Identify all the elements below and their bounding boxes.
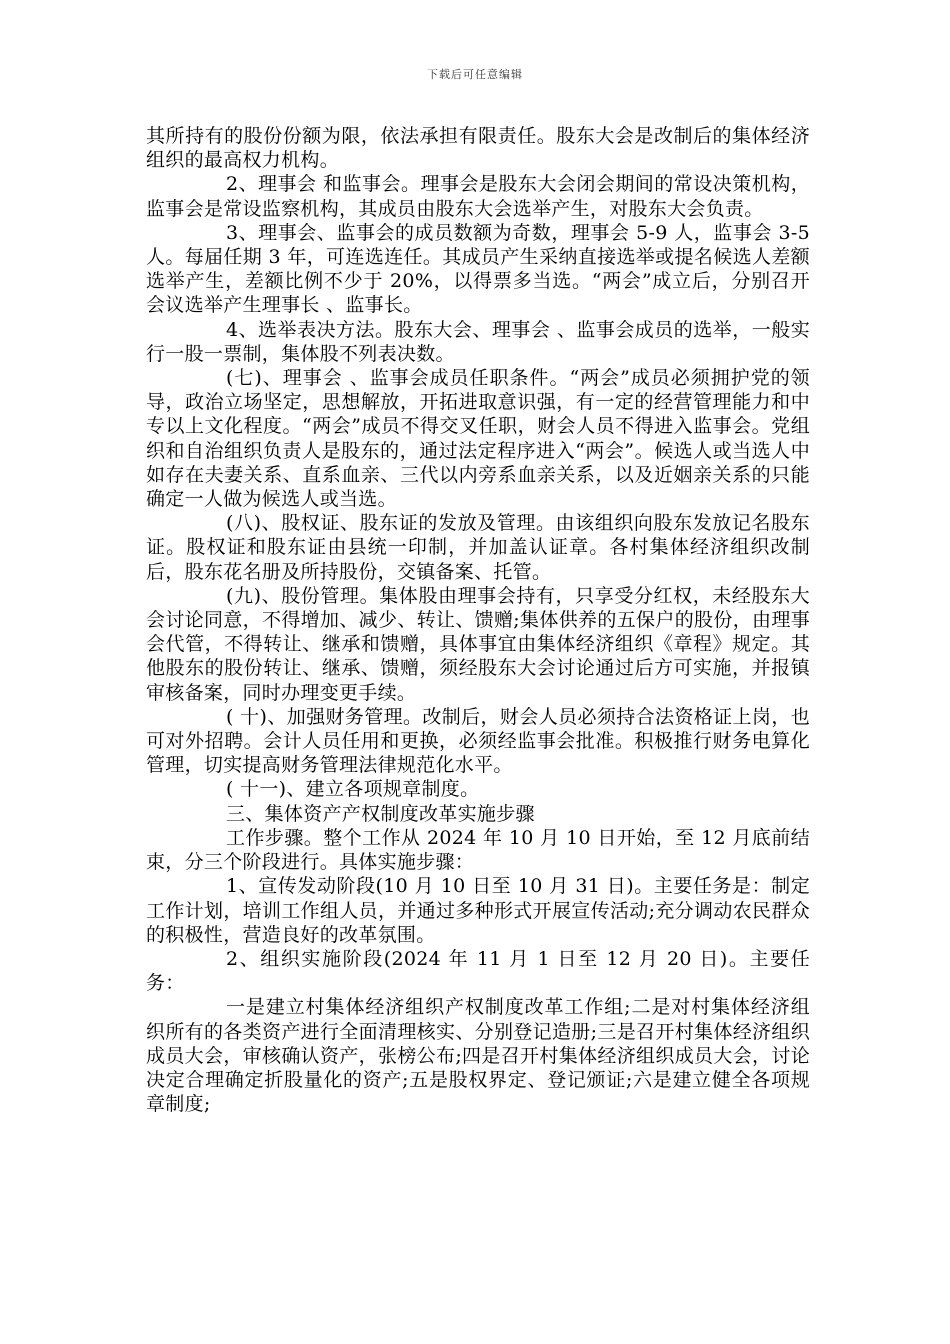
paragraph-13: 2、组织实施阶段(2024 年 11 月 1 日至 12 月 20 日)。主要任务：: [146, 947, 810, 995]
paragraph-1: 其所持有的股份份额为限，依法承担有限责任。股东大会是改制后的集体经济组织的最高权力机构。: [146, 125, 810, 172]
paragraph-8: ( 十)、加强财务管理。改制后，财会人员必须持合法资格证上岗，也可对外招聘。会计人员任用和更换，必须经监事会批准。积极推行财务电算化管理，切实提高财务管理法律规范化水平。: [146, 705, 810, 777]
paragraph-2: 2、理事会 和监事会。理事会是股东大会闭会期间的常设决策机构，监事会是常设监察机构，其成员由股东大会选举产生，对股东大会负责。: [146, 173, 810, 220]
page-header: 下载后可任意编辑: [427, 68, 523, 81]
paragraph-5: (七)、理事会 、监事会成员任职条件。“两会”成员必须拥护党的领导，政治立场坚定，思想解放，开拓进取意识强，有一定的经营管理能力和中专以上文化程度。“两会”成员不得交叉任职，财会人员不得进入监事会。党组织和自治组织负责人是股东的，通过法定程序进入“两会”。候选人或当选人中如存在夫妻关系、直系血亲、三代以内旁系血亲关系，以及近姻亲关系的只能确定一人做为候选人或当选。: [146, 367, 810, 511]
paragraph-6: (八)、股权证、股东证的发放及管理。由该组织向股东发放记名股东证。股权证和股东证由县统一印制，并加盖认证章。各村集体经济组织改制后，股东花名册及所持股份，交镇备案、托管。: [146, 512, 810, 583]
paragraph-11: 工作步骤。整个工作从 2024 年 10 月 10 日开始，至 12 月底前结束，分三个阶段进行。具体实施步骤：: [146, 826, 810, 874]
paragraph-9: ( 十一)、建立各项规章制度。: [226, 778, 480, 801]
section-heading: 三、集体资产产权制度改革实施步骤: [226, 802, 535, 825]
paragraph-14: 一是建立村集体经济组织产权制度改革工作组;二是对村集体经济组织所有的各类资产进行全面清理核实、分别登记造册;三是召开村集体经济组织成员大会，审核确认资产，张榜公布;四是召开村集体经济组织成员大会，讨论决定合理确定折股量化的资产;五是股权界定、登记颁证;六是建立健全各项规章制度;: [146, 996, 810, 1116]
document-body: [146, 124, 810, 1116]
paragraph-12: 1、宣传发动阶段(10 月 10 日至 10 月 31 日)。主要任务是：制定工作计划，培训工作组人员，并通过多种形式开展宣传活动;充分调动农民群众的积极性，营造良好的改革氛围。: [146, 875, 810, 946]
paragraph-4: 4、选举表决方法。股东大会、理事会 、监事会成员的选举，一般实行一股一票制，集体股不列表决数。: [146, 318, 810, 365]
paragraph-7: (九)、股份管理。集体股由理事会持有，只享受分红权，未经股东大会讨论同意，不得增加、减少、转让、馈赠;集体供养的五保户的股份，由理事会代管，不得转让、继承和馈赠，具体事宜由集体经济组织《章程》规定。其他股东的股份转让、继承、馈赠，须经股东大会讨论通过后方可实施，并报镇审核备案，同时办理变更手续。: [146, 584, 810, 704]
paragraph-3: 3、理事会、监事会的成员数额为奇数，理事会 5-9 人，监事会 3-5 人。每届任期 3 年，可连选连任。其成员产生采纳直接选举或提名候选人差额选举产生，差额比例不少于 20%，以得票多当选。“两会”成立后，分别召开会议选举产生理事长 、监事长。: [146, 221, 810, 317]
